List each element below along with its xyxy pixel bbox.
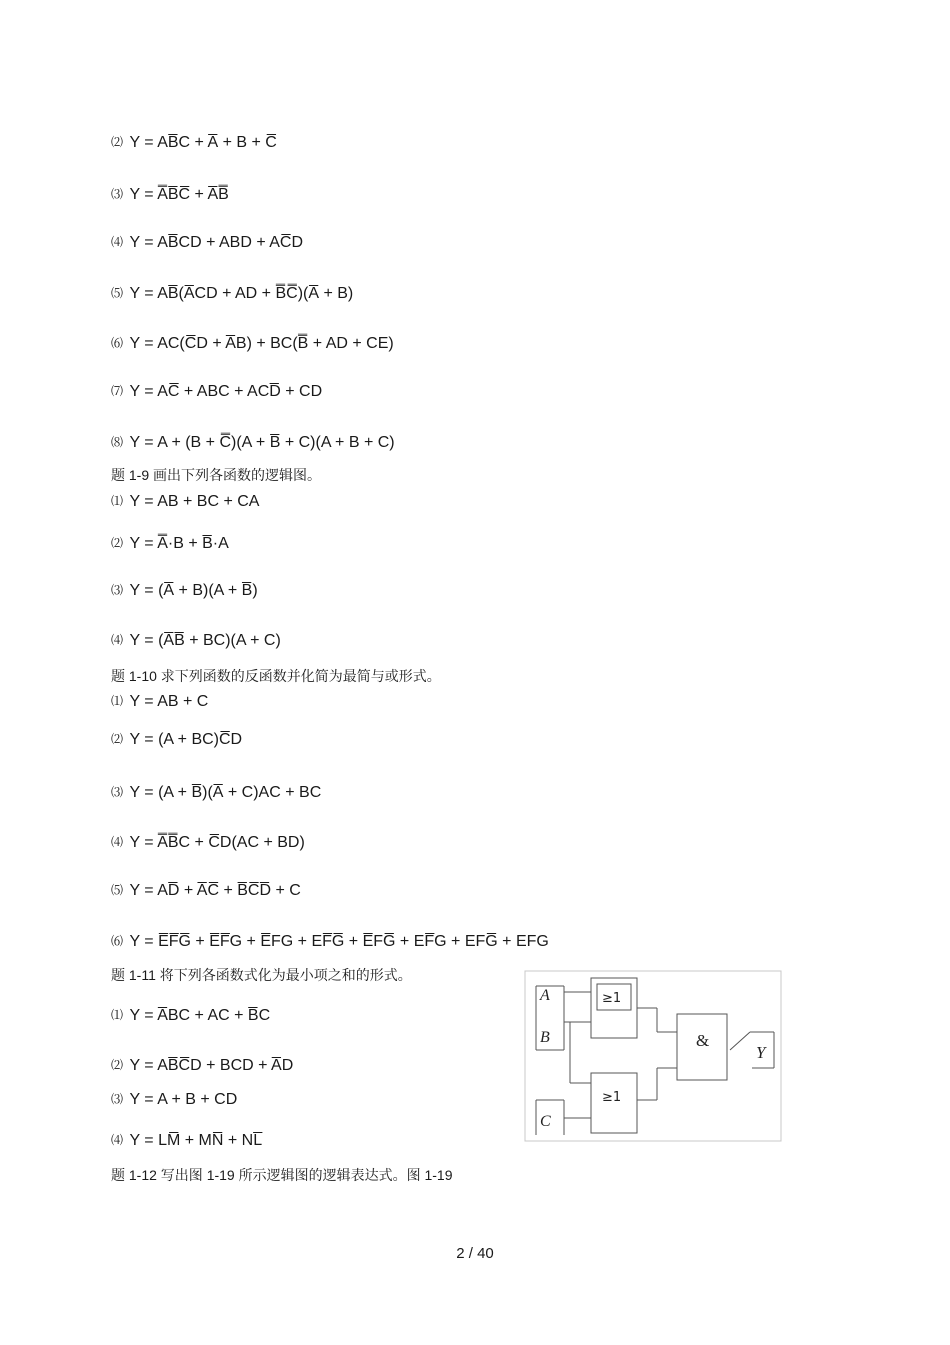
- item-number: ⑹: [111, 934, 124, 948]
- expr-1-8-8: [111, 432, 395, 453]
- or-gate-2-symbol: ≥1: [602, 1090, 622, 1105]
- expr-1-8-6: [111, 333, 394, 354]
- item-number: ⑶: [111, 785, 124, 799]
- input-label-c: C: [540, 1113, 551, 1130]
- expression: Y = AB̅CD + ABD + AC̅D: [129, 234, 304, 251]
- input-label-b: B: [540, 1029, 550, 1046]
- expr-1-10-4: [111, 832, 305, 853]
- expr-1-8-7: [111, 381, 322, 402]
- expression: Y = A̿·B + B̅·A: [129, 535, 229, 552]
- expression: Y = (A̅B̅ + BC)(A + C): [129, 632, 281, 649]
- expr-1-10-5: [111, 880, 301, 901]
- item-number: ⑷: [111, 633, 124, 647]
- expression: Y = AB̅(A̅CD + AD + B̿C̿)(A̅ + B): [129, 285, 354, 302]
- expression: Y = A̿B̅C̅ + A̅B̿: [129, 186, 229, 203]
- problem-1-12-heading: 题 1-12 写出图 1-19 所示逻辑图的逻辑表达式。图 1-19: [111, 1167, 453, 1183]
- expr-1-9-3: [111, 580, 258, 601]
- expression: Y = A + (B + C̿)(A + B̅ + C)(A + B + C): [129, 434, 395, 451]
- expr-1-10-1: [111, 691, 208, 712]
- expression: Y = AD̅ + A̅C̅ + B̅C̅D̅ + C: [129, 882, 301, 899]
- expr-1-11-1: [111, 1005, 270, 1026]
- expr-1-11-4: [111, 1130, 262, 1151]
- logic-diagram: [524, 970, 782, 1142]
- expression: Y = E̅F̅G̅ + E̅F̅G + E̅FG + EF̅G̅ + E̅FG̅ + EF̅G + EFG̅ + EFG: [129, 933, 549, 950]
- expression: Y = (A + BC)C̅D: [129, 731, 243, 748]
- problem-1-11-heading: 题 1-11 将下列各函数式化为最小项之和的形式。: [111, 967, 412, 983]
- output-label-y: Y: [756, 1043, 766, 1062]
- expression: Y = A̿B̿C + C̅D(AC + BD): [129, 834, 305, 851]
- item-number: ⑷: [111, 1133, 124, 1147]
- item-number: ⑺: [111, 384, 124, 398]
- expr-1-11-3: [111, 1089, 237, 1110]
- item-number: ⑻: [111, 435, 124, 449]
- expression: Y = LM̅ + MN̅ + NL̅: [129, 1132, 263, 1149]
- item-number: ⑴: [111, 494, 124, 508]
- expression: Y = AB̅C + A̅ + B + C̅: [129, 134, 277, 151]
- item-number: ⑹: [111, 336, 124, 350]
- item-number: ⑵: [111, 135, 124, 149]
- expression: Y = AC(C̅D + A̅B) + BC(B̿ + AD + CE): [129, 335, 394, 352]
- expr-1-8-2: [111, 132, 277, 153]
- item-number: ⑴: [111, 1008, 124, 1022]
- item-number: ⑷: [111, 235, 124, 249]
- expression: Y = AB + BC + CA: [129, 493, 260, 510]
- item-number: ⑴: [111, 694, 124, 708]
- problem-1-10-heading: 题 1-10 求下列函数的反函数并化简为最简与或形式。: [111, 668, 441, 684]
- expr-1-9-4: [111, 630, 281, 651]
- page-number: 2 / 40: [456, 1245, 494, 1262]
- expr-1-9-2: [111, 533, 229, 554]
- item-number: ⑶: [111, 1092, 124, 1106]
- expr-1-8-4: [111, 232, 303, 253]
- expression: Y = (A + B̅)(A̅ + C)AC + BC: [129, 784, 322, 801]
- input-label-a: A: [540, 987, 550, 1004]
- expression: Y = AB + C: [129, 693, 209, 710]
- expr-1-9-1: [111, 491, 259, 512]
- expression: Y = A̅BC + AC + B̅C: [129, 1007, 271, 1024]
- item-number: ⑸: [111, 286, 124, 300]
- item-number: ⑷: [111, 835, 124, 849]
- expr-1-10-6: [111, 931, 549, 952]
- expr-1-10-2: [111, 729, 242, 750]
- expr-1-10-3: [111, 782, 321, 803]
- expression: Y = (A̅ + B)(A + B̅): [129, 582, 258, 599]
- and-gate-symbol: &: [696, 1031, 710, 1050]
- expr-1-8-5: [111, 283, 353, 304]
- item-number: ⑵: [111, 1058, 124, 1072]
- expr-1-11-2: [111, 1055, 293, 1076]
- expr-1-8-3: [111, 184, 229, 205]
- item-number: ⑵: [111, 732, 124, 746]
- item-number: ⑶: [111, 187, 124, 201]
- item-number: ⑵: [111, 536, 124, 550]
- item-number: ⑶: [111, 583, 124, 597]
- expression: Y = A + B + CD: [129, 1091, 238, 1108]
- item-number: ⑸: [111, 883, 124, 897]
- expression: Y = AC̅ + ABC + ACD̅ + CD: [129, 383, 323, 400]
- expression: Y = AB̅C̅D + BCD + A̅D: [129, 1057, 294, 1074]
- problem-1-9-heading: 题 1-9 画出下列各函数的逻辑图。: [111, 467, 322, 483]
- or-gate-1-symbol: ≥1: [602, 991, 622, 1006]
